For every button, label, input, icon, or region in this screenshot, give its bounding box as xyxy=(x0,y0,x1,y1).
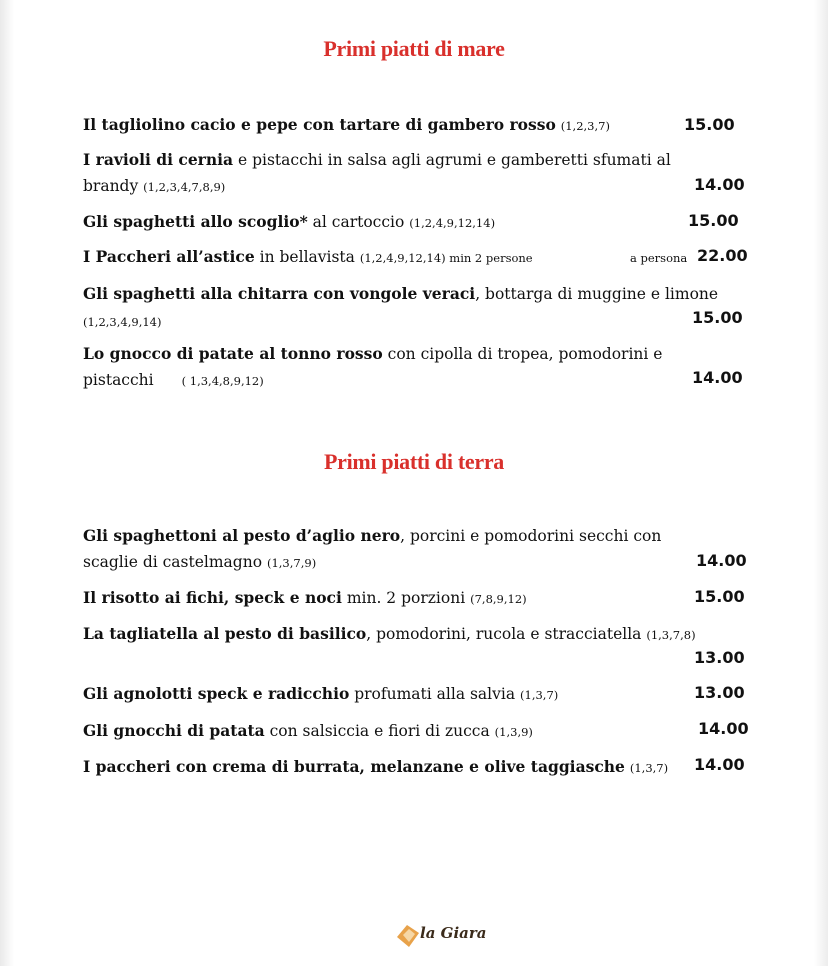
allergens: (1,2,4,9,12,14) xyxy=(409,216,496,230)
allergens: (1,3,9) xyxy=(494,725,533,739)
menu-item xyxy=(83,757,668,778)
page-edge-right xyxy=(814,0,828,966)
menu-item-continued xyxy=(83,176,225,197)
dish-description: in bellavista xyxy=(254,248,355,266)
price: 14.00 xyxy=(696,551,747,570)
dish-name: Gli gnocchi di patata xyxy=(83,721,265,740)
price: 13.00 xyxy=(694,683,745,702)
price: 15.00 xyxy=(688,211,739,230)
dish-description: e pistacchi in salsa agli agrumi e gamberetti sfumati al xyxy=(233,151,671,169)
menu-item xyxy=(83,284,718,304)
dish-name: I paccheri con crema di burrata, melanzane e olive taggiasche xyxy=(83,757,625,776)
menu-item-continued xyxy=(83,552,316,573)
allergens: ( 1,3,4,8,9,12) xyxy=(181,374,264,388)
allergens: (1,3,7,8) xyxy=(646,628,696,642)
dish-description: pistacchi xyxy=(83,371,154,389)
allergens: (1,3,7,9) xyxy=(266,556,317,570)
price: 14.00 xyxy=(694,175,745,194)
price: 13.00 xyxy=(694,648,745,667)
menu-item-continued xyxy=(83,370,264,391)
dish-description: con salsiccia e fiori di zucca xyxy=(264,722,490,740)
allergens: (1,2,3,4,9,14) xyxy=(83,315,162,329)
menu-item xyxy=(83,247,533,268)
dish-description: , porcini e pomodorini secchi con xyxy=(400,527,662,545)
dish-description: brandy xyxy=(83,177,139,195)
per-person-note: a persona xyxy=(630,251,688,265)
menu-item xyxy=(83,624,696,645)
price: 15.00 xyxy=(692,308,743,327)
menu-item xyxy=(83,344,662,364)
dish-name: Il tagliolino cacio e pepe con tartare di gambero rosso xyxy=(83,115,556,134)
menu-item xyxy=(83,684,558,705)
allergens: (7,8,9,12) xyxy=(470,592,527,606)
dish-name: Gli spaghettoni al pesto d’aglio nero xyxy=(83,526,401,545)
allergens: (1,2,3,7) xyxy=(560,119,610,133)
menu-item xyxy=(83,721,533,742)
price: 14.00 xyxy=(692,368,743,387)
dish-name: I Paccheri all’astice xyxy=(83,247,255,266)
price: 15.00 xyxy=(684,115,735,134)
menu-item xyxy=(83,212,495,233)
menu-item xyxy=(83,588,527,609)
page-edge-left xyxy=(0,0,14,966)
menu-item xyxy=(83,526,661,546)
dish-description: , bottarga di muggine e limone xyxy=(475,285,719,303)
menu-item xyxy=(83,150,671,170)
dish-name: Lo gnocco di patate al tonno rosso xyxy=(83,344,383,363)
price: 22.00 xyxy=(697,246,748,265)
menu-item xyxy=(83,115,610,136)
dish-description: min. 2 porzioni xyxy=(341,589,466,607)
dish-name: Il risotto ai fichi, speck e noci xyxy=(83,588,342,607)
dish-name: I ravioli di cernia xyxy=(83,150,234,169)
dish-name: Gli spaghetti allo scoglio* xyxy=(83,212,308,231)
allergens: (1,3,7) xyxy=(629,761,669,775)
section-title-terra: Primi piatti di terra xyxy=(323,449,505,474)
menu-item-continued xyxy=(83,311,161,332)
price: 15.00 xyxy=(694,587,745,606)
price: 14.00 xyxy=(698,719,749,738)
dish-name: Gli agnolotti speck e radicchio xyxy=(83,684,350,703)
dish-name: La tagliatella al pesto di basilico xyxy=(83,624,367,643)
allergens: (1,2,4,9,12,14) min 2 persone xyxy=(359,251,533,265)
allergens: (1,3,7) xyxy=(520,688,559,702)
logo-text: la Giara xyxy=(420,924,487,942)
price: 14.00 xyxy=(694,755,745,774)
dish-description: al cartoccio xyxy=(307,213,405,231)
dish-description: profumati alla salvia xyxy=(349,685,516,703)
dish-description: , pomodorini, rucola e stracciatella xyxy=(366,625,642,643)
section-title-mare: Primi piatti di mare xyxy=(323,36,505,61)
dish-description: scaglie di castelmagno xyxy=(83,553,263,571)
dish-name: Gli spaghetti alla chitarra con vongole veraci xyxy=(83,284,476,303)
dish-description: con cipolla di tropea, pomodorini e xyxy=(382,345,663,363)
allergens: (1,2,3,4,7,8,9) xyxy=(143,180,226,194)
